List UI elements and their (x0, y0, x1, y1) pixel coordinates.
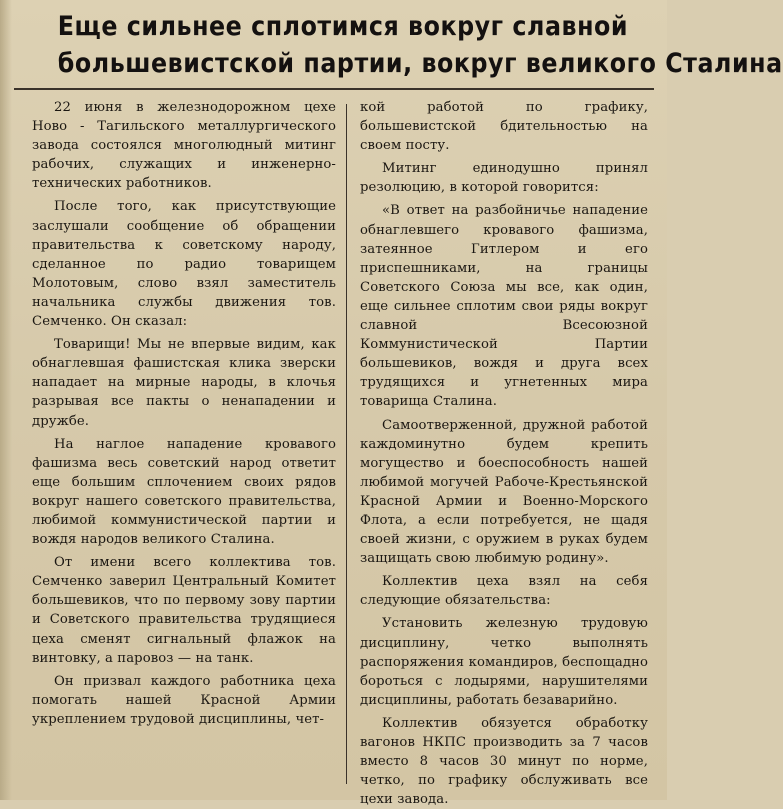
paragraph: От имени всего коллектива тов. Семченко заверил Центральный Комитет большевиков, что по первому зову партии и Советского правительства трудящиеся цеха сменят сигнальный флажок на винтовку, а паровоз — на танк. (32, 555, 336, 666)
column-divider (346, 104, 347, 784)
right-column (360, 98, 648, 809)
headline-line-2: большевистской партии, вокруг великого Сталина (57, 48, 783, 79)
headline-line-1: Еще сильнее сплотимся вокруг славной (57, 11, 629, 42)
headline-rule (14, 88, 654, 90)
page-fold-shadow (0, 0, 12, 800)
paragraph: Самоотверженной, дружной работой каждоминутно будем крепить могущество и боеспособность нашей любимой могучей Рабоче-Крестьянской Красной Армии и Военно-Морского Флота, а если потребуется, не щадя своей жизни, с оружием в руках будем защищать свою любимую родину». (360, 417, 648, 567)
paragraph: Коллектив цеха взял на себя следующие обязательства: (360, 574, 648, 609)
paragraph: кой работой по графику, большевистской бдительностью на своем посту. (360, 100, 648, 154)
paragraph: Митинг единодушно принял резолюцию, в которой говорится: (360, 161, 648, 196)
paragraph: Установить железную трудовую дисциплину, четко выполнять распоряжения командиров, беспощадно бороться с лодырями, нарушителями дисциплины, работать безаварийно. (360, 616, 648, 708)
paragraph: Коллектив обязуется обработку вагонов НКПС производить за 7 часов вместо 8 часов 30 минут по норме, четко, по графику обслуживать все цехи завода. (360, 715, 648, 808)
paragraph: «В ответ на разбойничье нападение обнаглевшего кровавого фашизма, затеянное Гитлером и его приспешниками, на границы Советского Союза мы все, как один, еще сильнее сплотим свои ряды вокруг славной Всесоюзной Коммунистической Партии большевиков, вождя и друга всех трудящихся и угнетенных мира товарища Сталина. (360, 203, 648, 410)
paragraph: Товарищи! Мы не впервые видим, как обнаглевшая фашистская клика зверски нападает на мирные народы, в клочья разрывая все пакты о ненападении и дружбе. (32, 337, 336, 429)
paragraph: После того, как присутствующие заслушали сообщение об обращении правительства к советскому народу, сделанное по радио товарищем Молотовым, слово взял заместитель начальника службы движения тов. Семченко. Он сказал: (32, 199, 336, 330)
paragraph: На наглое нападение кровавого фашизма весь советский народ ответит еще большим сплочением своих рядов вокруг нашего советского правительства, любимой коммунистической партии и вождя народов великого Сталина. (32, 436, 336, 548)
paragraph: Он призвал каждого работника цеха помогать нашей Красной Армии укреплением трудовой дисциплины, чет- (32, 673, 336, 727)
paragraph: 22 июня в железнодорожном цехе Ново - Тагильского металлургического завода состоялся многолюдный митинг рабочих, служащих и инженерно-технических работников. (32, 100, 336, 192)
left-column (32, 98, 336, 729)
headline (57, 8, 783, 82)
